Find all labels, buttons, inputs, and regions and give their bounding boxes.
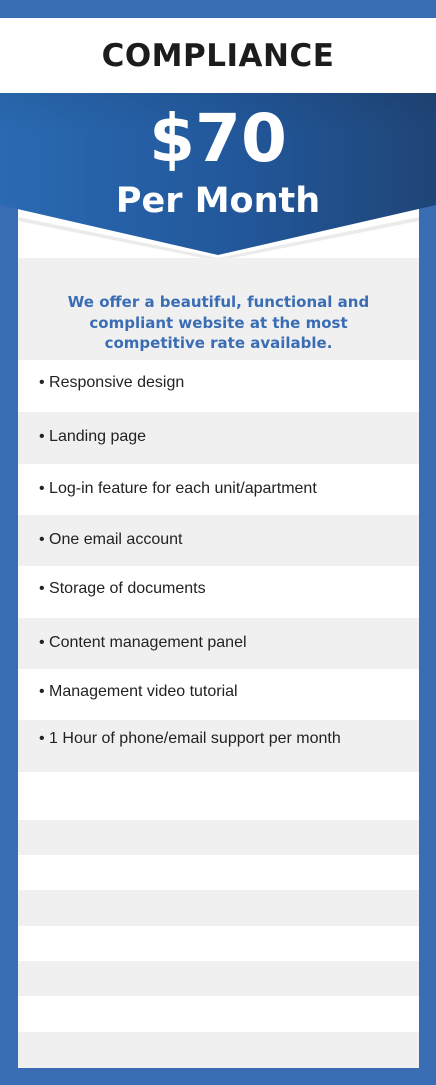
empty-row (18, 772, 419, 820)
feature-row (18, 464, 419, 515)
feature-label: • Landing page (39, 428, 147, 445)
feature-row (18, 566, 419, 618)
empty-row (18, 926, 419, 961)
feature-row (18, 669, 419, 720)
plan-description: We offer a beautiful, functional and compliant website at the most competitive rate available. (67, 293, 370, 352)
feature-label: • Log-in feature for each unit/apartment (39, 480, 317, 497)
feature-row (18, 360, 419, 412)
feature-label: • Storage of documents (39, 580, 206, 597)
empty-row (18, 961, 419, 996)
feature-list (18, 360, 419, 1068)
plan-title: COMPLIANCE (101, 37, 335, 74)
empty-row (18, 820, 419, 855)
empty-row (18, 996, 419, 1032)
empty-row (18, 1032, 419, 1068)
feature-row (18, 618, 419, 669)
empty-row (18, 890, 419, 926)
price-period: Per Month (115, 181, 321, 221)
price-banner (0, 93, 436, 258)
plan-header (0, 18, 436, 93)
price-amount: $70 (149, 100, 287, 177)
empty-row (18, 855, 419, 890)
feature-label: • One email account (39, 531, 183, 548)
feature-label: • 1 Hour of phone/email support per month (39, 730, 341, 747)
feature-label: • Management video tutorial (39, 683, 238, 700)
feature-label: • Responsive design (39, 374, 185, 391)
feature-row (18, 515, 419, 566)
feature-row (18, 412, 419, 464)
feature-row (18, 720, 419, 772)
plan-description-box (18, 258, 419, 360)
feature-label: • Content management panel (39, 634, 247, 651)
